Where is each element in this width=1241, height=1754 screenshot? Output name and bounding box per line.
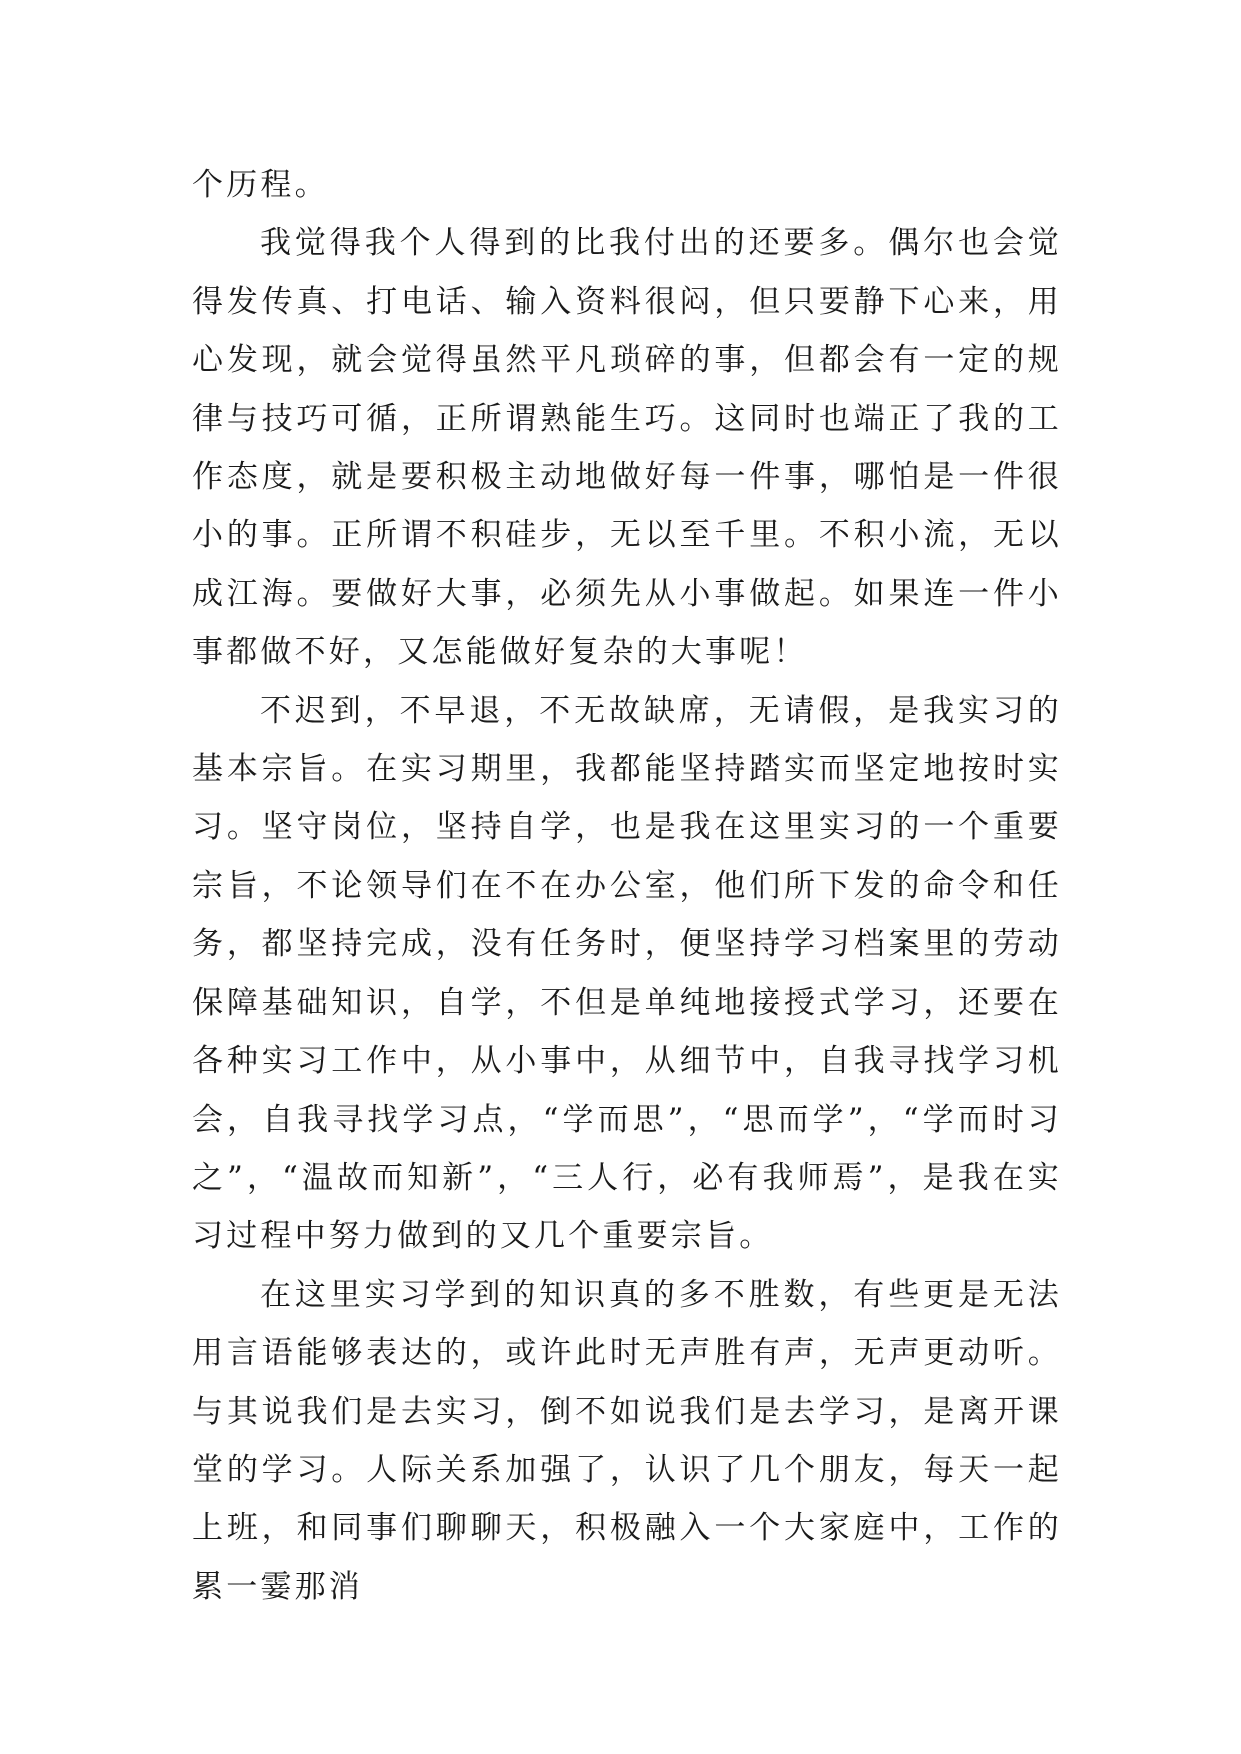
paragraph-1: 个历程。: [192, 167, 329, 203]
paragraph-3: 不迟到，不早退，不无故缺席，无请假，是我实习的基本宗旨。在实习期里，我都能坚持踏实而坚定地按时实习。坚守岗位，坚持自学，也是我在这里实习的一个重要宗旨，不论领导们在不在办公室，他们所下发的命令和任务，都坚持完成，没有任务时，便坚持学习档案里的劳动保障基础知识，自学，不但是单纯地接授式学习，还要在各种实习工作中，从小事中，从细节中，自我寻找学习机会，自我寻找学习点，“学而思”，“思而学”，“学而时习之”，“温故而知新”，“三人行，必有我师焉”，是我在实习过程中努力做到的又几个重要宗旨。: [192, 692, 1062, 1255]
paragraph-4: 在这里实习学到的知识真的多不胜数，有些更是无法用言语能够表达的，或许此时无声胜有声，无声更动听。与其说我们是去实习，倒不如说我们是去学习，是离开课堂的学习。人际关系加强了，认识了几个朋友，每天一起上班，和同事们聊聊天，积极融入一个大家庭中，工作的累一霎那消: [192, 1276, 1062, 1605]
document-body: [192, 156, 1062, 1616]
paragraph-2: 我觉得我个人得到的比我付出的还要多。偶尔也会觉得发传真、打电话、输入资料很闷，但只要静下心来，用心发现，就会觉得虽然平凡琐碎的事，但都会有一定的规律与技巧可循，正所谓熟能生巧。这同时也端正了我的工作态度，就是要积极主动地做好每一件事，哪怕是一件很小的事。正所谓不积硅步，无以至千里。不积小流，无以成江海。要做好大事，必须先从小事做起。如果连一件小事都做不好，又怎能做好复杂的大事呢！: [192, 225, 1062, 671]
